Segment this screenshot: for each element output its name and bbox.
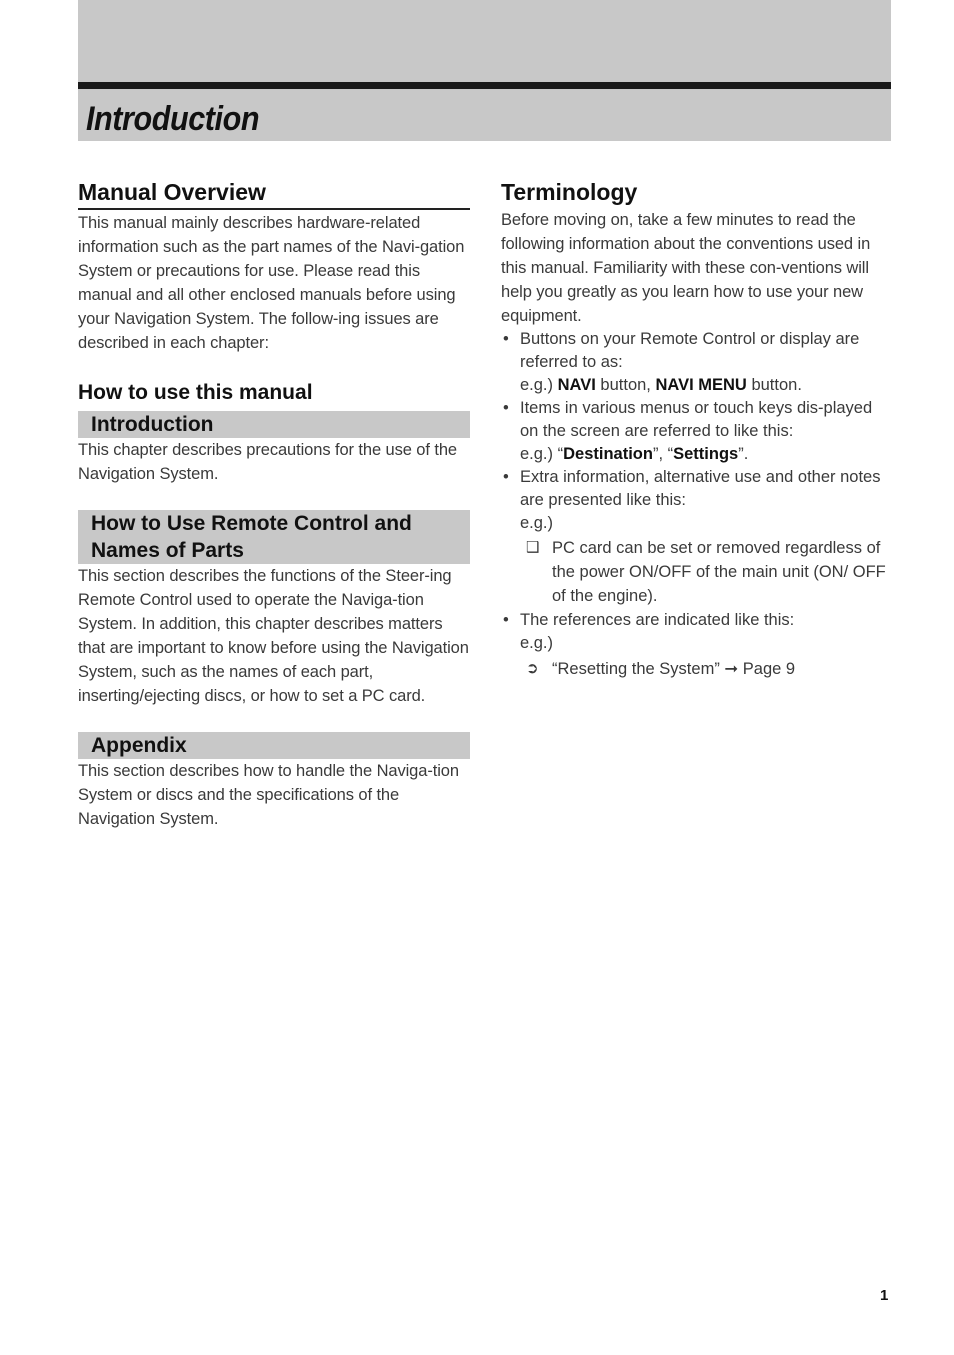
chapter-header-rule [78, 82, 891, 89]
example-end: ”. [738, 445, 749, 463]
bullet-references-eg: e.g.) [520, 634, 554, 652]
how-to-use-heading: How to use this manual [78, 381, 313, 404]
bullet-extra-info-eg: e.g.) [520, 514, 554, 532]
checkbox-note-icon: ❑ [526, 539, 540, 556]
key-destination: Destination [563, 445, 653, 463]
left-column [78, 176, 470, 831]
bullet-menu-items-text: Items in various menus or touch keys dis-played on the screen are referred to like this: [520, 399, 873, 440]
note-pc-card [501, 536, 893, 608]
bullet-references [501, 609, 893, 632]
bullet-buttons [501, 328, 893, 374]
example-word: button, [600, 376, 651, 394]
eg-label: e.g.) [520, 376, 554, 394]
manual-overview-heading-wrap [78, 176, 470, 210]
bullet-menu-items-example [501, 443, 893, 466]
bullet-extra-info [501, 466, 893, 512]
key-navi: NAVI [557, 376, 596, 394]
page-number: 1 [880, 1287, 889, 1304]
chapter-text-introduction: This chapter describes precautions for the use of the Navigation System. [78, 441, 457, 483]
chapter-text-remote-control: This section describes the functions of the Steer-ing Remote Control used to operate the Naviga-tion System. In addition, this chapter describes matters that are important to know before using the Navigation System, such as the names of each part, inserting/ejecting discs, or how to set a PC card. [78, 567, 469, 705]
eg-label: e.g.) “ [520, 445, 564, 463]
reference-resetting-text: “Resetting the System” ➞ Page 9 [552, 660, 796, 678]
chapter-title: Introduction [86, 100, 260, 138]
bullet-references-text: The references are indicated like this: [520, 611, 795, 629]
bullet-menu-items [501, 397, 893, 443]
example-word: button. [751, 376, 802, 394]
bullet-extra-info-text: Extra information, alternative use and other notes are presented like this: [520, 468, 881, 509]
manual-overview-heading: Manual Overview [78, 179, 266, 205]
key-settings: Settings [673, 445, 739, 463]
reference-resetting [501, 657, 893, 681]
bullet-buttons-text: Buttons on your Remote Control or display are referred to as: [520, 330, 860, 371]
chapter-heading-introduction: Introduction [78, 411, 470, 438]
chapter-heading-remote-control: How to Use Remote Control and Names of Parts [78, 510, 470, 564]
key-navi-menu: NAVI MENU [655, 376, 747, 394]
chapter-text-appendix: This section describes how to handle the Naviga-tion System or discs and the specifications of the Navigation System. [78, 762, 459, 828]
example-separator: ”, “ [652, 445, 674, 463]
manual-overview-text: This manual mainly describes hardware-related information such as the part names of the Navi-gation System or precautions for use. Please read this manual and all other enclosed manuals before using your Navigation System. The follow-ing issues are described in each chapter: [78, 214, 465, 352]
right-column [501, 176, 893, 681]
bullet-buttons-example [501, 374, 893, 397]
terminology-heading: Terminology [501, 179, 638, 205]
chapter-heading-appendix: Appendix [78, 732, 470, 759]
reference-arrow-icon: ➲ [526, 660, 539, 677]
terminology-intro: Before moving on, take a few minutes to read the following information about the conventions used in this manual. Familiarity with these con-ventions will help you greatly as you learn how to use your new equipment. [501, 211, 871, 325]
note-pc-card-text: PC card can be set or removed regardless of the power ON/OFF of the main unit (ON/ OFF of the engine). [552, 539, 886, 605]
